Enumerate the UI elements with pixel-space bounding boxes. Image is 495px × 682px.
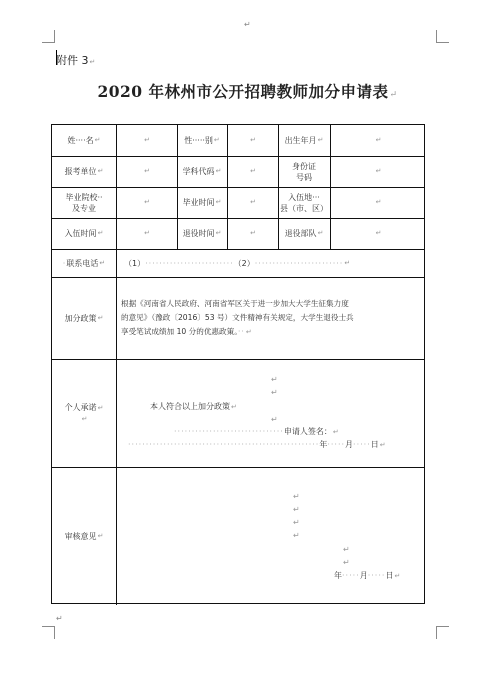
applicant-signature-line[interactable]: ·······························申请人签名：↵ [174,427,339,436]
paragraph-mark-icon: ↵ [293,531,300,540]
attachment-text: 附件 3 [56,54,89,67]
crop-mark-top-left [42,30,55,43]
paragraph-mark-icon: ↵ [375,136,382,144]
paragraph-mark-icon: ↵ [271,375,278,384]
paragraph-mark-icon: ↵ [99,258,106,267]
paragraph-mark-icon: ↵ [293,492,300,501]
paragraph-mark-icon: ↵ [343,558,350,567]
exam-unit-label: 报考单位 ↵ [64,167,104,176]
paragraph-mark-icon: ↵ [317,229,324,237]
school-major-value-cell[interactable] [116,187,177,218]
paragraph-mark-icon: ↵ [244,20,251,29]
crop-mark-top-right [436,30,449,43]
paragraph-mark-icon: ↵ [97,167,104,175]
document-title[interactable] [0,80,495,102]
paragraph-mark-icon: ↵ [375,198,382,206]
paragraph-mark-icon: ↵ [250,167,256,175]
birth-value-cell[interactable] [330,125,426,156]
name-value-cell[interactable] [116,125,177,156]
enlistment-time-value-cell[interactable] [116,218,177,249]
subject-code-label: 学科代码 ↵ [182,167,222,176]
subject-code-value-cell[interactable] [227,156,278,187]
paragraph-mark-icon: ↵ [317,136,324,144]
paragraph-mark-icon: ↵ [97,313,104,322]
graduation-time-label: 毕业时间 ↵ [182,198,222,207]
paragraph-mark-icon: ↵ [375,229,382,237]
paragraph-mark-icon: ↵ [56,614,63,623]
paragraph-mark-icon: ↵ [144,136,150,144]
commitment-label: 个人承诺↵ ↵ [64,402,104,423]
commitment-date-line[interactable]: ······················································年·····月·····日↵ [128,440,386,449]
paragraph-mark-icon: ↵ [97,229,104,237]
application-form-table [51,124,425,604]
paragraph-mark-icon: ↵ [215,198,222,206]
enlistment-place-value-cell[interactable] [330,187,426,218]
enlistment-time-label: 入伍时间 ↵ [64,229,104,238]
paragraph-mark-icon: ↵ [271,388,278,397]
paragraph-mark-icon: ↵ [293,518,300,527]
policy-label: 加分政策 ↵ [64,313,104,323]
id-number-label: 身份证 号码 [292,161,316,182]
paragraph-mark-icon: ↵ [271,415,278,424]
exam-unit-value-cell[interactable] [116,156,177,187]
discharge-time-value-cell[interactable] [227,218,278,249]
paragraph-mark-icon: ↵ [213,136,220,144]
phone-label: · 联系电话 ↵ [62,258,106,268]
paragraph-mark-icon: ↵ [344,258,351,267]
discharge-unit-label: 退役部队 ↵ [284,229,324,238]
paragraph-mark-icon: ↵ [215,229,222,237]
paragraph-mark-icon: ↵ [245,328,252,336]
paragraph-mark-icon: ↵ [250,198,256,206]
review-label: 审核意见 ↵ [64,531,104,541]
birth-label: 出生年月 ↵ [284,136,324,145]
title-text: 2020 年林州市公开招聘教师加分申请表 [97,82,389,101]
paragraph-mark-icon: ↵ [81,414,88,423]
paragraph-mark-icon: ↵ [97,531,104,540]
paragraph-mark-icon: ↵ [144,167,150,175]
discharge-unit-value-cell[interactable] [330,218,426,249]
enlistment-place-label: 入伍地··· 县（市、区） [280,192,328,213]
paragraph-mark-icon: ↵ [144,229,150,237]
policy-text: 根据《河南省人民政府、河南省军区关于进一步加大大学生征集力度 的意见》（豫政〔2016〕53 号）文件精神有关规定，大学生退役士兵 享受笔试成绩加 10 分的优惠政策。··↵ [121,299,354,336]
paragraph-mark-icon: ↵ [144,198,150,206]
commitment-statement: 本人符合以上加分政策↵ [150,402,237,411]
name-label: 姓····名 ↵ [67,136,101,145]
paragraph-mark-icon: ↵ [94,136,101,144]
attachment-label[interactable] [56,52,95,68]
phone-value-cell[interactable]: （1） ························· （2） ························· ↵ [124,258,351,268]
school-major-label: 毕业院校·· 及专业 [65,192,103,213]
paragraph-mark-icon: ↵ [215,167,222,175]
paragraph-mark-icon: ↵ [389,90,398,100]
paragraph-mark-icon: ↵ [343,545,350,554]
paragraph-mark-icon: ↵ [375,167,382,175]
gender-label: 性·····别 ↵ [184,136,220,145]
review-date-line[interactable]: 年·····月·····日↵ [334,571,401,580]
crop-mark-bottom-right [436,626,449,639]
discharge-time-label: 退役时间 ↵ [182,229,222,238]
paragraph-mark-icon: ↵ [250,229,256,237]
graduation-time-value-cell[interactable] [227,187,278,218]
paragraph-mark-icon: ↵ [250,136,256,144]
gender-value-cell[interactable] [227,125,278,156]
paragraph-mark-icon: ↵ [293,505,300,514]
id-number-value-cell[interactable] [330,156,426,187]
crop-mark-bottom-left [42,626,55,639]
paragraph-mark-icon: ↵ [89,58,96,66]
